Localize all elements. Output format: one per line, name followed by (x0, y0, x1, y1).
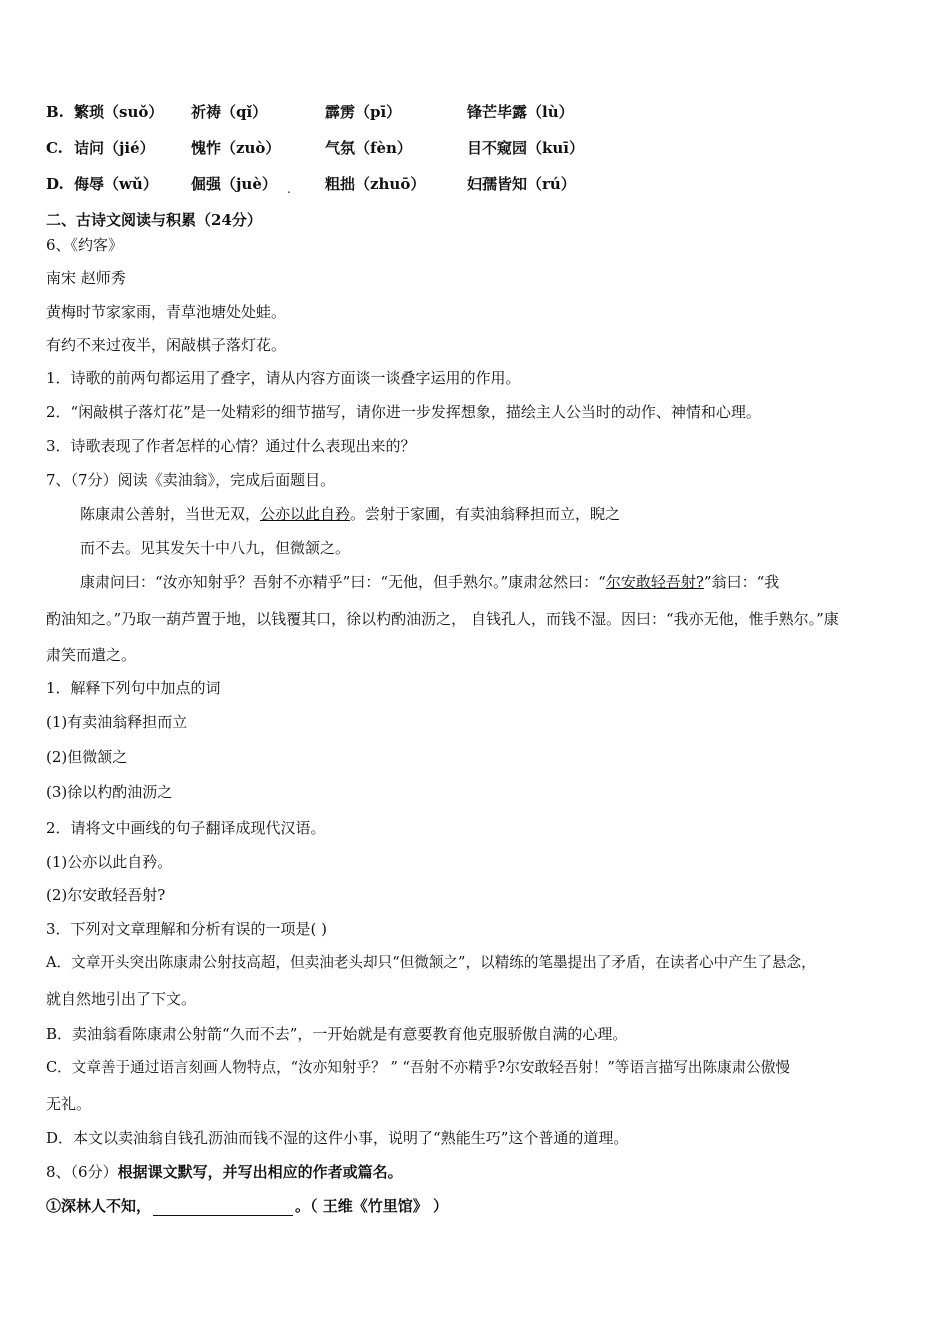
sub-item: (3)徐以杓酌油沥之 (46, 783, 173, 801)
option-letter: D. (46, 175, 64, 193)
passage-line: 酌油知之。”乃取一葫芦置于地，以钱覆其口，徐以杓酌油沥之， 自钱孔人，而钱不湿。因曰：“我亦无他，惟手熟尔。”康 (46, 610, 839, 628)
sub-question: 1．解释下列句中加点的词 (46, 679, 221, 697)
option-item: 妇孺皆知（rú） (467, 175, 576, 193)
option-item: 霹雳（pī） (325, 103, 402, 121)
underlined-sentence: 公亦以此自矜 (260, 505, 351, 523)
sub-question: 2．请将文中画线的句子翻译成现代汉语。 (46, 819, 326, 837)
poem-author: 南宋 赵师秀 (46, 269, 126, 287)
option-item: 倔强（juè） (191, 175, 277, 193)
choice-d: D．本文以卖油翁自钱孔沥油而钱不湿的这件小事，说明了“熟能生巧”这个普通的道理。 (46, 1129, 629, 1147)
emphasis-dot: . (287, 182, 291, 196)
underlined-sentence: 尔安敢轻吾射? (605, 573, 704, 591)
choice-a: A．文章开头突出陈康肃公射技高超，但卖油老头却只“但微颔之”，以精练的笔墨提出了矛盾，在读者心中产生了悬念， (46, 954, 816, 971)
sub-item: (1)有卖油翁释担而立 (46, 713, 188, 731)
choice-a-cont: 就自然地引出了下文。 (46, 990, 197, 1008)
option-item: 气氛（fèn） (325, 139, 412, 157)
question-text: 根据课文默写，并写出相应的作者或篇名。 (117, 1163, 403, 1181)
question-number: 8、（6分） (46, 1163, 118, 1181)
question-6-title: 6、《约客》 (46, 236, 124, 254)
question-8-title (46, 1162, 403, 1182)
option-item: 锋芒毕露（lù） (467, 103, 574, 121)
fill-in-suffix: 。（ 王维《竹里馆》 ） (295, 1197, 448, 1215)
sub-item: (2)尔安敢轻吾射? (46, 886, 166, 904)
question-item: 3．诗歌表现了作者怎样的心情？通过什么表现出来的？ (46, 437, 416, 455)
poem-line: 黄梅时节家家雨，青草池塘处处蛙。 (46, 303, 287, 321)
option-item: 诘问（jié） (74, 139, 155, 157)
option-item: 粗拙（zhuō） (325, 175, 426, 193)
passage-line (80, 504, 620, 524)
passage-line: 而不去。见其发矢十中八九，但微颔之。 (80, 539, 351, 557)
fill-in-prefix: ①深林人不知， (46, 1197, 152, 1215)
question-7-title: 7、（7分）阅读《卖油翁》，完成后面题目。 (46, 471, 336, 489)
option-item: 目不窥园（kuī） (467, 139, 584, 157)
section-title: 二、古诗文阅读与积累（24分） (46, 211, 262, 229)
question-item: 2．“闲敲棋子落灯花”是一处精彩的细节描写，请你进一步发挥想象，描绘主人公当时的动作、神情和心理。 (46, 403, 761, 421)
fill-in-line (46, 1196, 448, 1216)
option-item: 愧怍（zuò） (191, 139, 281, 157)
option-item: 祈祷（qǐ） (191, 103, 268, 121)
option-letter: C. (46, 139, 63, 157)
question-item: 1．诗歌的前两句都运用了叠字，请从内容方面谈一谈叠字运用的作用。 (46, 369, 521, 387)
choice-b: B．卖油翁看陈康肃公射箭“久而不去”，一开始就是有意要教育他克服骄傲自满的心理。 (46, 1025, 628, 1043)
option-letter: B. (46, 103, 64, 121)
passage-text: 陈康肃公善射，当世无双， (80, 505, 261, 523)
option-item: 繁琐（suǒ） (74, 103, 164, 121)
option-item: 侮辱（wǔ） (74, 175, 158, 193)
passage-text: 。尝射于家圃，有卖油翁释担而立，睨之 (350, 505, 621, 523)
passage-line (80, 572, 779, 592)
sub-item: (1)公亦以此自矜。 (46, 853, 173, 871)
passage-text: 康肃问曰：“汝亦知射乎？吾射不亦精乎”曰：“无他，但手熟尔。”康肃忿然曰：“ (80, 573, 606, 591)
choice-c: C．文章善于通过语言刻画人物特点，“汝亦知射乎？ ” “吾射不亦精乎?尔安敢轻吾射！”等语言描写出陈康肃公傲慢 (46, 1059, 791, 1076)
answer-blank[interactable] (153, 1201, 293, 1216)
sub-item: (2)但微颔之 (46, 748, 128, 766)
passage-text: ”翁曰：“我 (703, 573, 780, 591)
sub-question: 3．下列对文章理解和分析有误的一项是( ) (46, 920, 328, 938)
poem-line: 有约不来过夜半，闲敲棋子落灯花。 (46, 336, 287, 354)
choice-c-cont: 无礼。 (46, 1095, 92, 1113)
passage-line: 肃笑而遣之。 (46, 646, 137, 664)
